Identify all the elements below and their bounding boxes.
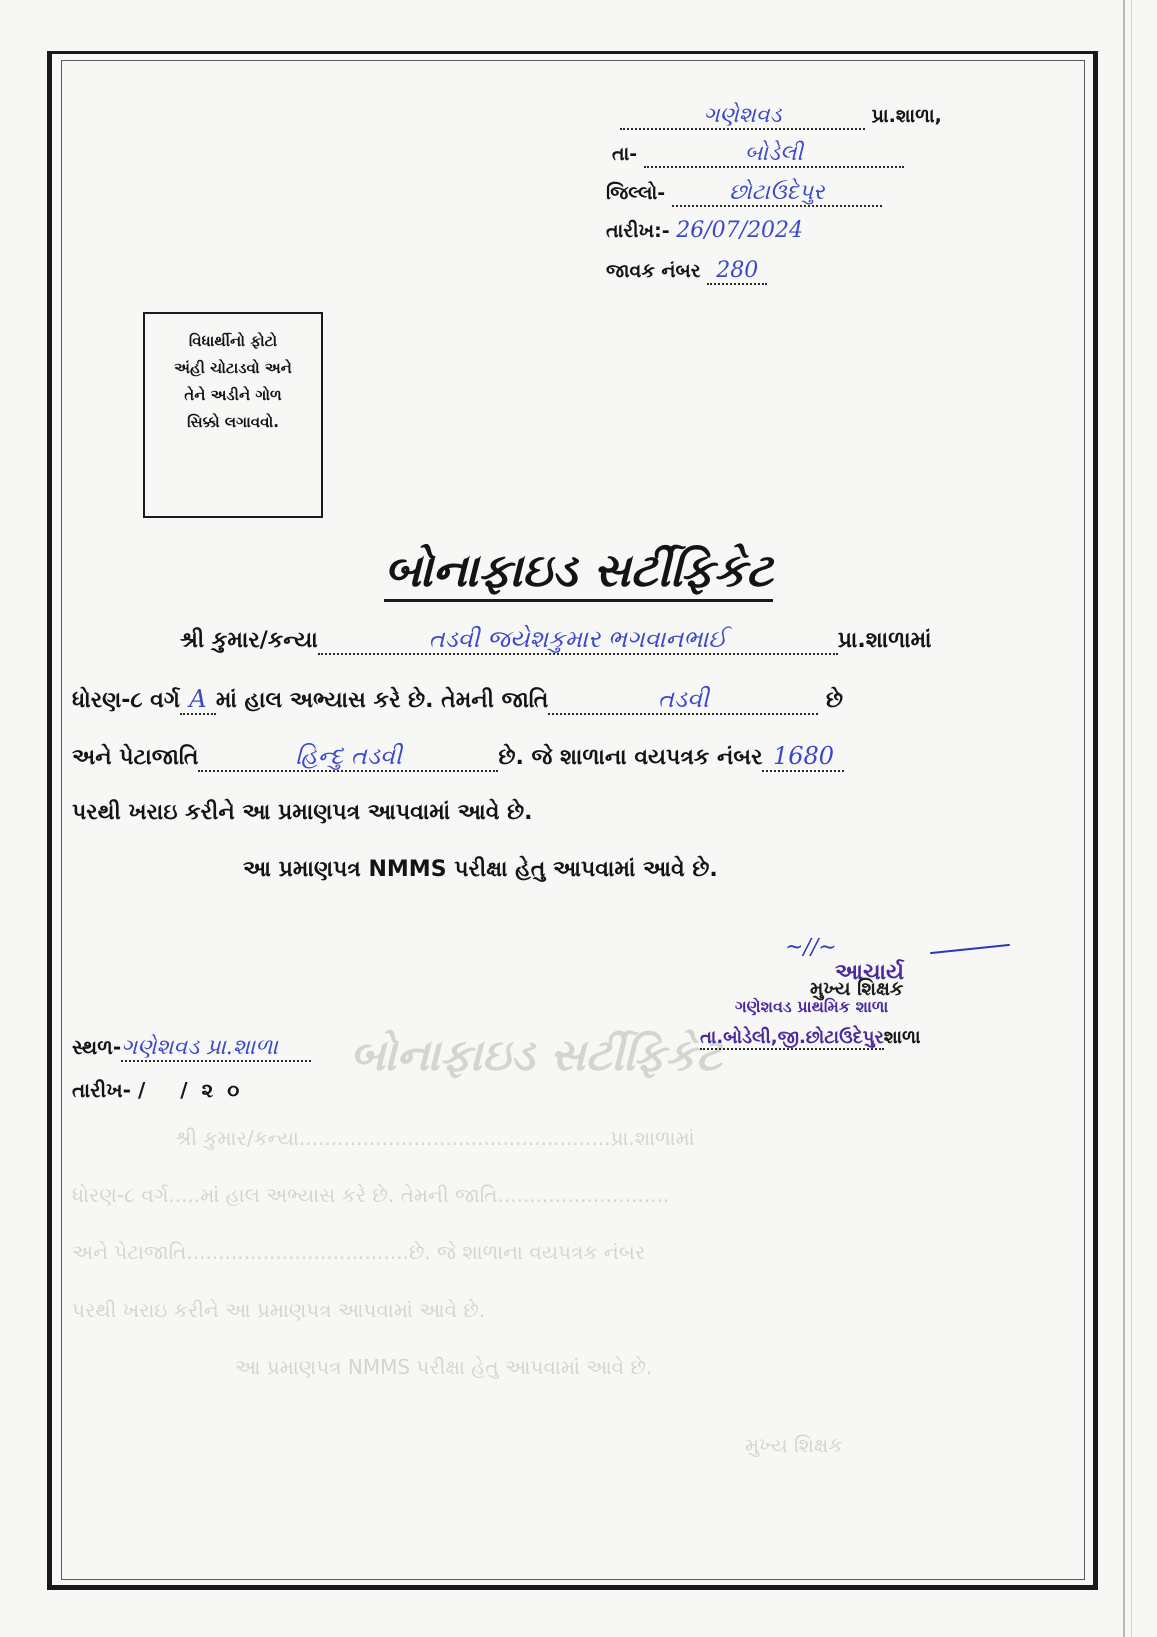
school-stamp-name: ગણેશવડ પ્રાથમિક શાળા	[735, 997, 889, 1016]
taluka-value: બોડેલી	[744, 141, 803, 166]
district-field	[606, 180, 882, 207]
register-number-value: 1680	[772, 742, 835, 770]
ghost-line-3: અને પેટાજાતિ...................................છે. જે શાળાના વયપત્રક નંબર	[72, 1240, 646, 1264]
ghost-line-1: શ્રી કુમાર/કન્યા.................................................પ્રા.શાળામાં	[175, 1126, 695, 1150]
school-name-value: ગણેશવડ	[703, 103, 782, 128]
page-edge	[1123, 0, 1125, 1637]
line1-prefix: શ્રી કુમાર/કન્યા	[180, 628, 318, 653]
student-name-value: તડવી જયેશકુમાર ભગવાનભાઈ	[428, 625, 727, 653]
certificate-title-text: બોનાફાઇડ સર્ટીફિકેટ	[384, 543, 773, 602]
outward-value: 280	[716, 258, 759, 283]
ghost-teacher: મુખ્ય શિક્ષક	[745, 1433, 843, 1457]
body-line-1	[180, 625, 932, 655]
division-value: A	[189, 685, 207, 713]
taluka-label: તા-	[612, 143, 638, 165]
outward-label: જાવક નંબર	[606, 260, 701, 282]
ghost-line-5: આ પ્રમાણપત્ર NMMS પરીક્ષા હેતુ આપવામાં આવે છે.	[235, 1355, 653, 1379]
subcaste-value: હિન્દુ તડવી	[295, 742, 402, 770]
photo-instruction-line: સિક્કો લગાવવો.	[187, 413, 279, 431]
district-label: જિલ્લો-	[606, 182, 666, 204]
school-name-field	[620, 103, 942, 130]
photo-instruction-line: અંહી ચોટાડવો અને	[174, 359, 292, 377]
date-label: તારીખ:-	[606, 220, 670, 242]
place-field	[72, 1035, 311, 1062]
body-line-3	[72, 742, 844, 772]
page-edge-inner	[1131, 0, 1132, 1637]
signature-scrawl-icon: ~∕∕∼	[785, 935, 837, 960]
line1-suffix: પ્રા.શાળામાં	[837, 628, 932, 653]
line3-prefix: અને પેટાજાતિ	[72, 745, 199, 770]
line3-middle: છે. જે શાળાના વયપત્રક નંબર	[498, 745, 763, 770]
principal-stamp-title: આચાર્ય	[835, 960, 904, 985]
ghost-title: બોનાફાઇડ સર્ટીફિકેટ	[350, 1030, 722, 1081]
line2-prefix: ધોરણ-૮ વર્ગ	[72, 688, 180, 713]
footer-date-field	[72, 1078, 253, 1102]
date-field	[606, 218, 803, 243]
taluka-field	[612, 141, 904, 168]
certificate-title	[0, 543, 1157, 599]
ghost-line-4: પરથી ખરાઇ કરીને આ પ્રમાણપત્ર આપવામાં આવે છે.	[72, 1298, 486, 1322]
footer-date-value: / /૨૦	[137, 1078, 254, 1102]
district-value: છોટાઉદેપુર	[729, 180, 825, 205]
body-line-4: પરથી ખરાઇ કરીને આ પ્રમાણપત્ર આપવામાં આવે છે.	[72, 800, 533, 825]
place-label: સ્થળ-	[72, 1035, 122, 1059]
school-address-suffix: શાળા	[883, 1027, 921, 1048]
footer-date-label: તારીખ-	[72, 1078, 131, 1102]
body-line-2	[72, 685, 843, 715]
school-suffix: પ્રા.શાળા,	[871, 105, 942, 127]
head-teacher-label: મુખ્ય શિક્ષક	[810, 978, 904, 1000]
school-stamp-address: તા.બોડેલી,જી.છોટાઉદેપુર	[700, 1027, 884, 1048]
photo-placeholder-box	[143, 312, 323, 518]
line2-suffix: છે	[826, 688, 844, 713]
body-line-5: આ પ્રમાણપત્ર NMMS પરીક્ષા હેતુ આપવામાં આવે છે.	[243, 857, 718, 882]
school-address-line	[700, 1027, 921, 1050]
outward-number-field	[606, 258, 767, 285]
photo-instruction-line: વિધાર્થીનો ફોટો	[188, 332, 278, 350]
caste-value: તડવી	[657, 685, 709, 713]
photo-instruction-line: તેને અડીને ગોળ	[184, 386, 282, 404]
place-value: ગણેશવડ પ્રા.શાળા	[121, 1035, 278, 1060]
date-value: 26/07/2024	[676, 218, 804, 243]
ghost-line-2: ધોરણ-૮ વર્ગ.....માં હાલ અભ્યાસ કરે છે. તેમની જાતિ...........................	[72, 1183, 670, 1207]
line2-middle: માં હાલ અભ્યાસ કરે છે. તેમની જાતિ	[215, 688, 549, 713]
